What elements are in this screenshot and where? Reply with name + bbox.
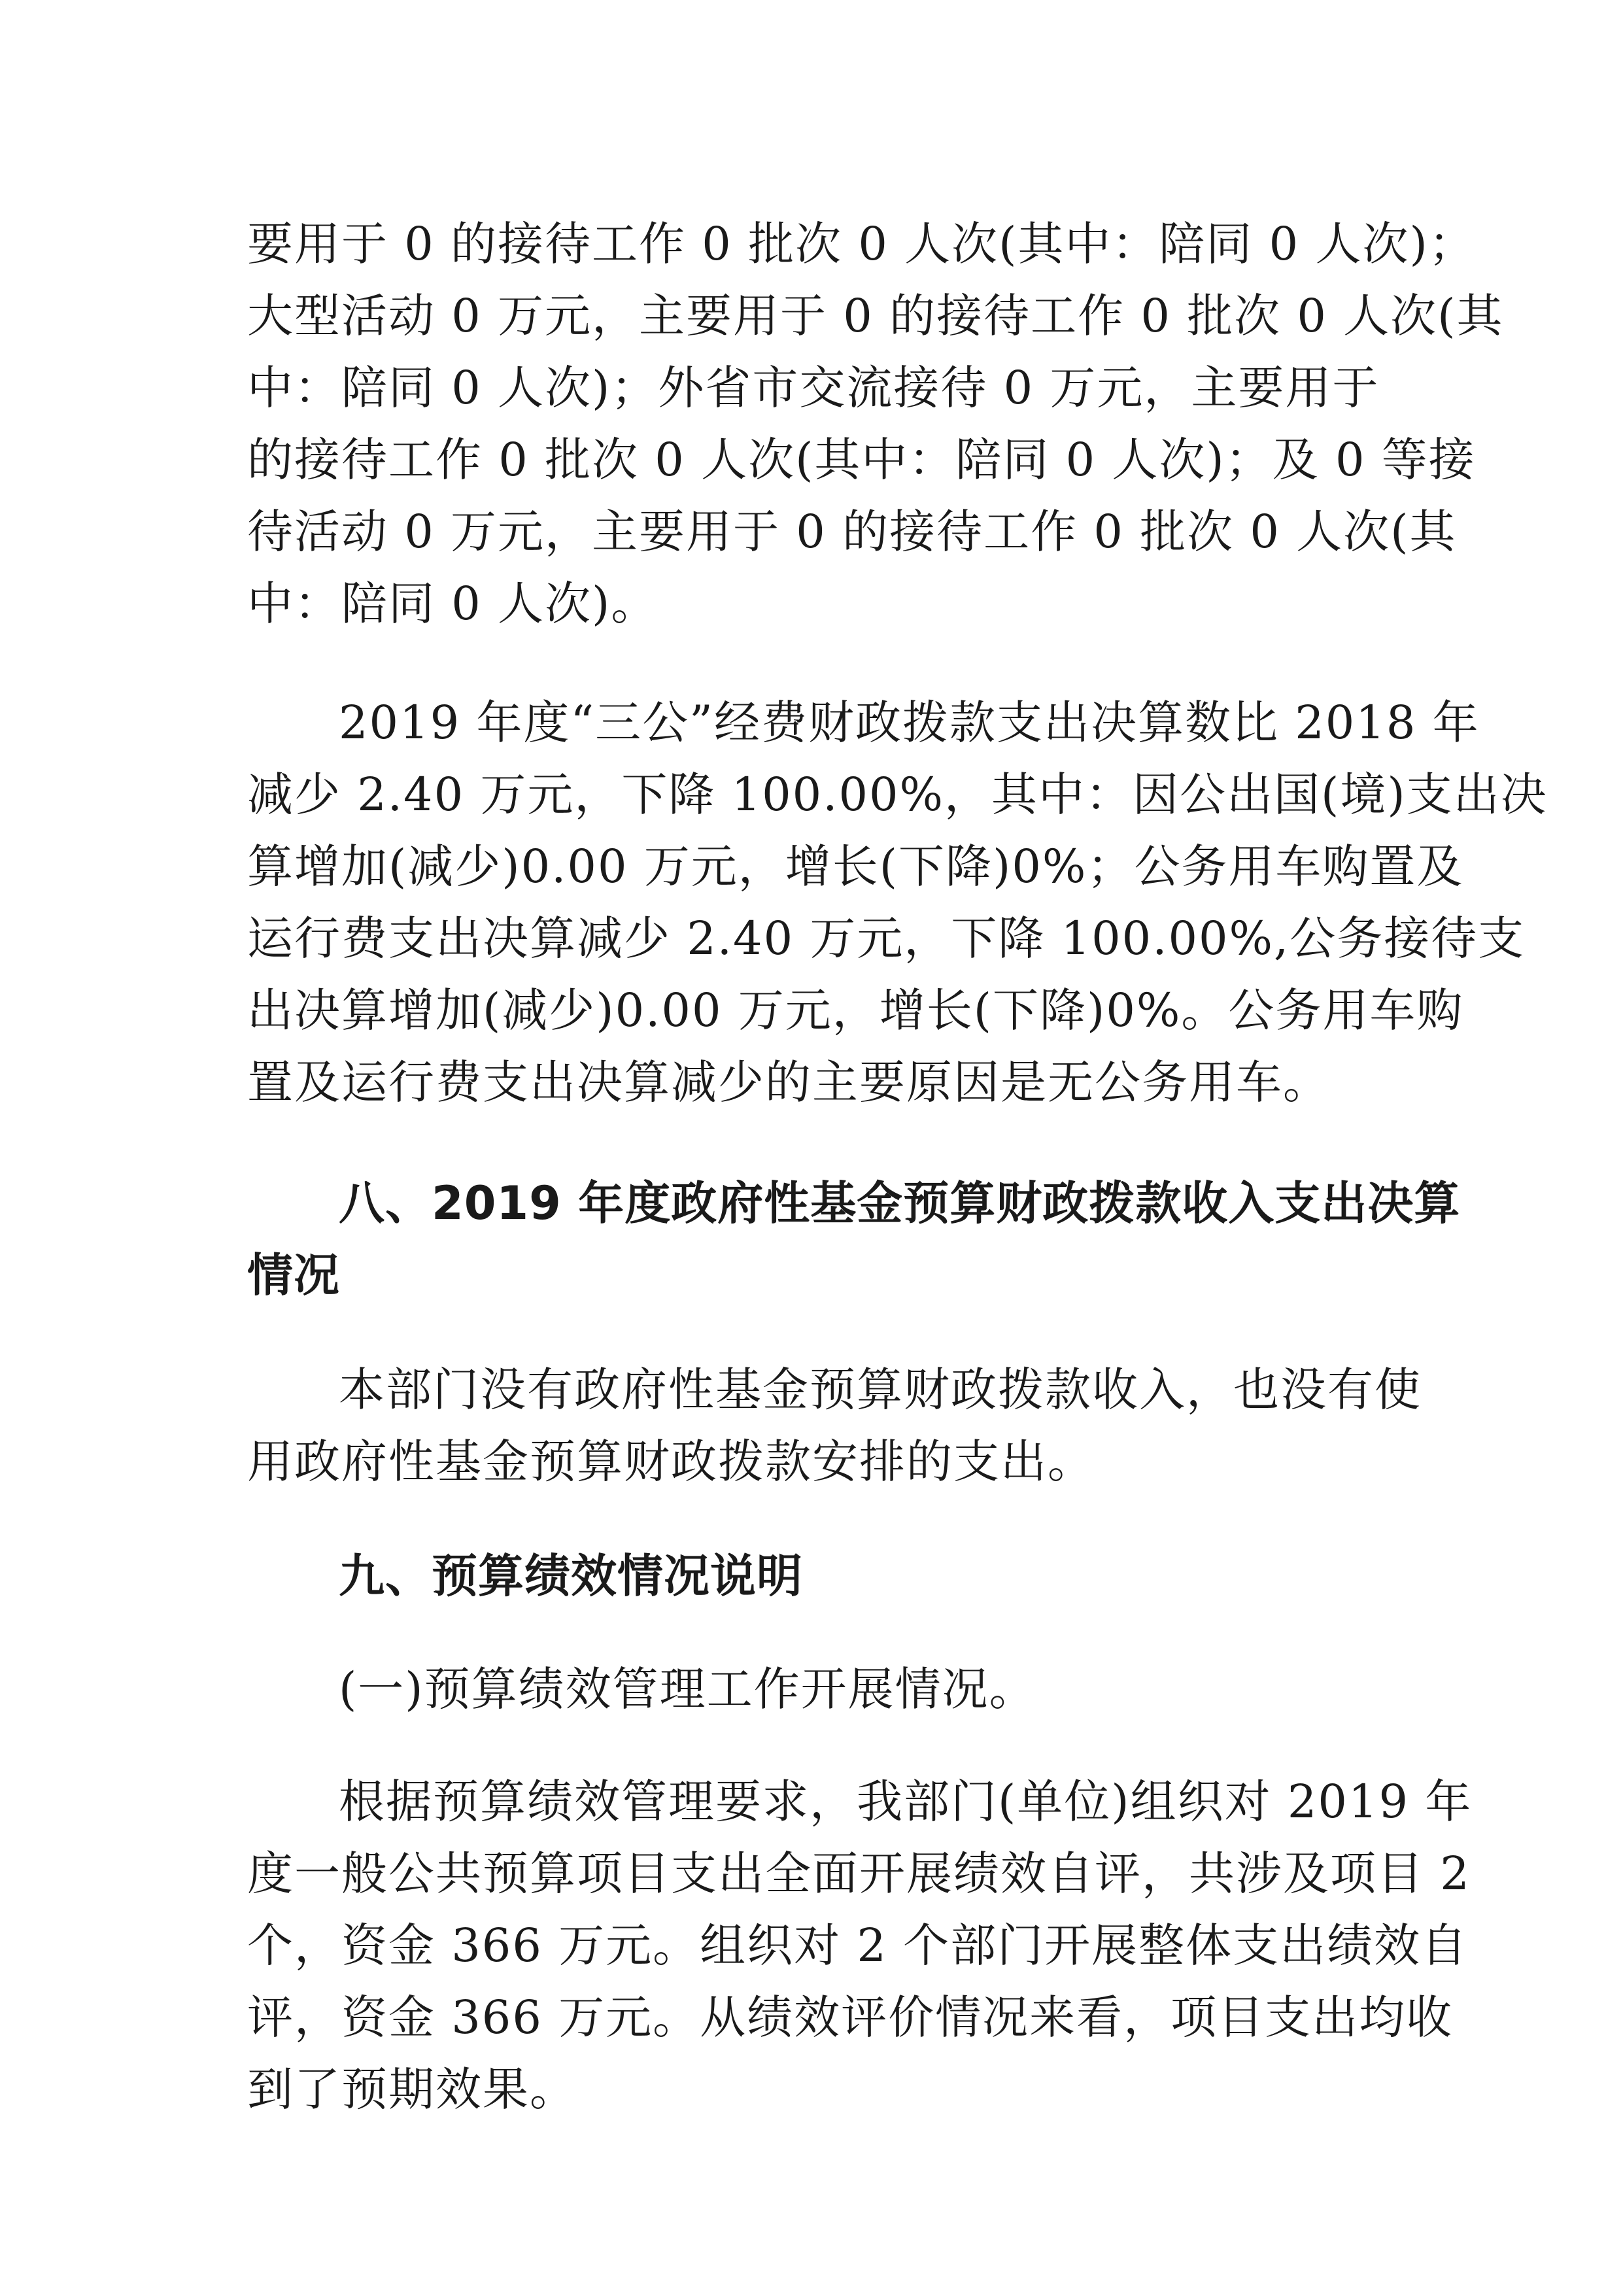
text-line: 待活动 0 万元，主要用于 0 的接待工作 0 批次 0 人次(其 <box>247 505 1457 558</box>
text-line: 减少 2.40 万元，下降 100.00%，其中：因公出国(境)支出决 <box>247 768 1548 821</box>
performance-evaluation-paragraph <box>247 1766 1473 2125</box>
text-line: 出决算增加(减少)0.00 万元，增长(下降)0%。公务用车购 <box>247 984 1464 1037</box>
text-line: 的接待工作 0 批次 0 人次(其中：陪同 0 人次)；及 0 等接 <box>247 433 1476 487</box>
government-fund-paragraph <box>247 1354 1422 1498</box>
heading-line: 八、2019 年度政府性基金预算财政拨款收入支出决算 <box>339 1176 1461 1230</box>
text-line: 置及运行费支出决算减少的主要原因是无公务用车。 <box>247 1055 1330 1109</box>
text-line: 用政府性基金预算财政拨款安排的支出。 <box>247 1435 1095 1488</box>
subsection-heading-1 <box>247 1653 1398 1725</box>
heading-line: 九、预算绩效情况说明 <box>339 1549 803 1603</box>
heading-line: 情况 <box>247 1248 340 1302</box>
text-line: 个，资金 366 万元。组织对 2 个部门开展整体支出绩效自 <box>247 1919 1469 1972</box>
text-line: 度一般公共预算项目支出全面开展绩效自评，共涉及项目 2 <box>247 1847 1471 1900</box>
text-line: 中：陪同 0 人次)；外省市交流接待 0 万元，主要用于 <box>247 361 1380 415</box>
text-line: 算增加(减少)0.00 万元，增长(下降)0%；公务用车购置及 <box>247 840 1464 893</box>
reception-details-paragraph <box>247 208 1504 640</box>
text-line: 大型活动 0 万元，主要用于 0 的接待工作 0 批次 0 人次(其 <box>247 289 1504 343</box>
text-line: 要用于 0 的接待工作 0 批次 0 人次(其中：陪同 0 人次)； <box>247 217 1476 271</box>
section-heading-9 <box>247 1540 1398 1612</box>
section-heading-8 <box>247 1167 1461 1311</box>
text-line: 根据预算绩效管理要求，我部门(单位)组织对 2019 年 <box>339 1775 1473 1828</box>
text-line: 评，资金 366 万元。从绩效评价情况来看，项目支出均收 <box>247 1991 1454 2044</box>
text-line: 本部门没有政府性基金预算财政拨款收入，也没有使 <box>339 1363 1422 1416</box>
text-line: 2019 年度“三公”经费财政拨款支出决算数比 2018 年 <box>339 696 1480 749</box>
text-line: 中：陪同 0 人次)。 <box>247 577 658 630</box>
text-line: 到了预期效果。 <box>247 2063 577 2116</box>
three-public-expenses-paragraph <box>247 687 1548 1118</box>
text-line: (一)预算绩效管理工作开展情况。 <box>339 1662 1036 1716</box>
text-line: 运行费支出决算减少 2.40 万元，下降 100.00%,公务接待支 <box>247 912 1526 965</box>
